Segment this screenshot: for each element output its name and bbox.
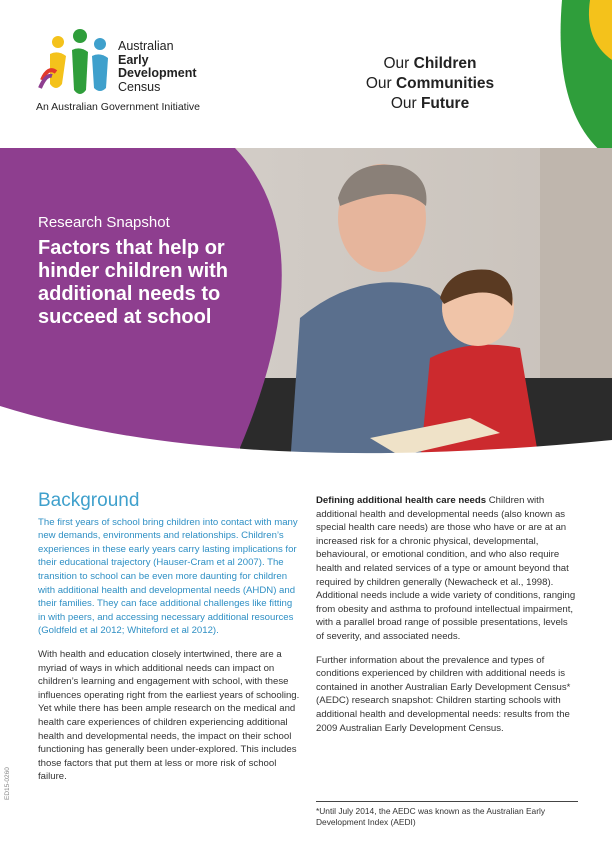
page-title: Factors that help or hinder children with additional needs to succeed at school	[38, 237, 229, 328]
logo-wordmark	[118, 40, 197, 94]
right-column	[316, 494, 578, 745]
tagline-line-3: Our Future	[390, 95, 470, 112]
background-heading: Background	[38, 490, 140, 511]
defining-lead: Defining additional health care needs	[316, 495, 487, 506]
aedc-logo-mark	[36, 22, 118, 102]
left-column	[38, 490, 300, 794]
logo-line-1: Australian	[118, 39, 174, 53]
logo-line-2: Early	[118, 52, 149, 67]
background-intro: The first years of school bring children into contact with many new demands, environments and relationships. Children’s experiences in these early years carry lasting implications for their educational trajectory (Hauser-Cram et al 2007). The transition to school can be even more daunting for children with additional health and developmental needs (AHDN) and their families. They can face additional challenges like fitting in with peers, and accessing necessary additional resources (Goldfeld et al 2012; Whiteford et al 2012).	[38, 516, 298, 637]
tagline-line-1: Our Children	[383, 55, 477, 72]
footnote: *Until July 2014, the AEDC was known as the Australian Early Development Index (AEDI)	[316, 806, 546, 827]
research-snapshot-kicker: Research Snapshot	[38, 214, 170, 231]
further-info-paragraph: Further information about the prevalence and types of conditions experienced by children with additional needs is contained in another Australian Early Development Census* (AEDC) research snapshot: Children starting schools with additional health and developmental needs: results from the 2009 Australian Early Development Census.	[316, 654, 571, 734]
background-paragraph-2: With health and education closely intertwined, there are a myriad of ways in which additional needs can impact on children’s learning and engagement with school, with these influences operating right from the earliest years of schooling. Yet while there has been ample research on the medical and health care experiences of children experiencing additional health and developmental needs, the impact on their school functioning has generally been under-explored. This includes those factors that put them at less or more risk of school failure.	[38, 648, 300, 783]
logo-subtitle: An Australian Government Initiative	[36, 101, 201, 113]
corner-decoration	[522, 0, 612, 160]
defining-text: Children with additional health and developmental needs (also known as special health care needs) are those who have or are at an increased risk for a chronic physical, developmental, behavioural, or emotional condition, and who also require health and related services of a type or amount beyond that required by children generally (Newacheck et al., 1998). Additional needs include a wide variety of conditions, ranging from obesity and asthma to profound intellectual impairment, with a parallel broad range of possible presentations, levels of severity, and associated needs.	[316, 495, 576, 642]
footnote-divider	[316, 801, 578, 802]
hero-text	[38, 214, 278, 329]
tagline	[330, 54, 530, 114]
logo-line-3: Development	[118, 66, 197, 80]
logo-line-4: Census	[118, 79, 161, 94]
defining-paragraph	[316, 494, 578, 644]
document-code: ED15-0260	[4, 767, 11, 800]
tagline-line-2: Our Communities	[365, 75, 495, 92]
